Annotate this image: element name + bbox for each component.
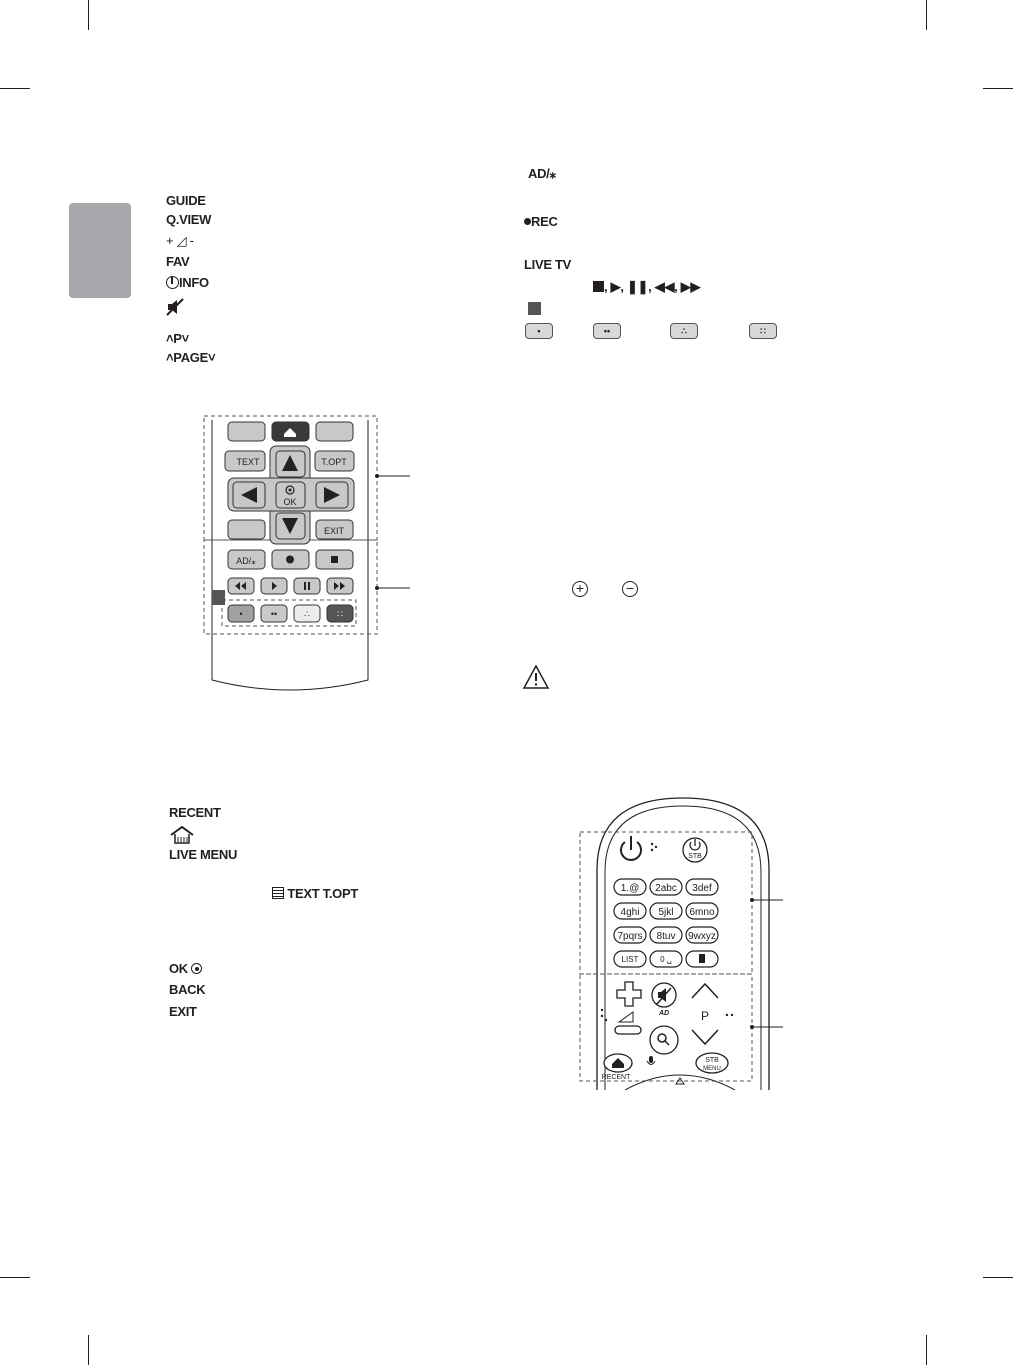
text-button-label: TEXT: [236, 457, 260, 467]
stb-menu-line2: MENU: [703, 1066, 721, 1072]
crop-mark: [0, 88, 30, 89]
crop-mark: [983, 1277, 1013, 1278]
chevron-down-icon: ˅: [207, 350, 216, 365]
mute-icon: [166, 298, 184, 316]
volume-minus-button[interactable]: [615, 1026, 641, 1034]
stb-label: STB: [688, 853, 702, 860]
stop-icon: [593, 281, 604, 292]
exit-button-label: EXIT: [323, 526, 345, 536]
p-label: P: [700, 1009, 710, 1023]
guide-icon: [699, 954, 705, 963]
rec-label: [524, 214, 558, 230]
stb-menu-line1: STB: [705, 1057, 719, 1064]
recent-label: RECENT: [601, 1074, 631, 1081]
blue-button-label: ∷: [337, 609, 343, 619]
stop-marker: [212, 590, 225, 605]
language-tab: [69, 203, 131, 298]
guide-label: GUIDE: [166, 193, 206, 208]
ok-button-label: OK: [283, 497, 297, 507]
live-tv-label: LIVE TV: [524, 257, 572, 272]
number-key-label: 3def: [692, 883, 712, 894]
page-label: [166, 350, 215, 366]
ok-text: OK: [169, 961, 188, 976]
crop-mark: [926, 0, 927, 30]
standard-remote: [200, 410, 430, 710]
number-key-label: 8tuv: [656, 931, 676, 942]
text-label: TEXT: [287, 886, 320, 901]
number-key-label: 1.@: [620, 883, 640, 894]
fav-label: FAV: [166, 254, 190, 269]
blue-button-icon: ∷: [749, 323, 777, 339]
pause-button[interactable]: [294, 578, 320, 594]
power-info-icon: [166, 276, 179, 289]
minus-circle-icon: −: [622, 581, 638, 597]
rec-text: REC: [531, 214, 558, 229]
blank-button[interactable]: [316, 422, 353, 441]
crop-mark: [88, 0, 89, 30]
number-key-label: 5jkl: [658, 907, 674, 918]
list-key-label: LIST: [621, 955, 639, 964]
red-button-icon: •: [525, 323, 553, 339]
p-text: P: [173, 331, 182, 346]
fast-forward-icon: ▶▶: [680, 279, 701, 294]
info-text: INFO: [179, 275, 209, 290]
chevron-down-icon: ˅: [181, 331, 189, 346]
play-icon: ▶: [610, 279, 621, 294]
yellow-button-label: ∴: [304, 609, 310, 619]
blank-button[interactable]: [228, 520, 265, 539]
ok-icon: [191, 963, 202, 974]
pause-icon: ❚❚: [626, 279, 649, 294]
record-icon: [286, 556, 294, 564]
volume-label: + ◿ -: [166, 233, 194, 248]
text-icon: [272, 887, 284, 899]
stop-square-icon: [528, 302, 541, 315]
ad-button-label: AD/⁎: [236, 556, 256, 566]
search-button[interactable]: [650, 1026, 678, 1054]
number-key-label: 2abc: [655, 883, 677, 894]
crop-mark: [926, 1335, 927, 1365]
record-icon: [524, 218, 531, 225]
recent-label: RECENT: [169, 805, 221, 820]
back-label: BACK: [169, 982, 206, 997]
number-key-label: 9wxyz: [688, 931, 716, 942]
live-menu-label: LIVE MENU: [169, 847, 238, 862]
red-button-label: •: [239, 609, 243, 619]
home-icon: [169, 826, 195, 844]
number-key-label: 6mno: [689, 907, 715, 918]
p-label: [166, 331, 189, 347]
number-key-label: 7pqrs: [617, 931, 643, 942]
playback-icons: , ▶, ❚❚, ◀◀, ▶▶: [593, 279, 700, 295]
ad-label: AD: [658, 1010, 670, 1017]
green-button-icon: ••: [593, 323, 621, 339]
topt-button-label: T.OPT: [321, 457, 347, 467]
yellow-button-icon: ∴: [670, 323, 698, 339]
exit-label: EXIT: [169, 1004, 197, 1019]
crop-mark: [88, 1335, 89, 1365]
warning-icon: [522, 664, 550, 690]
crop-mark: [0, 1277, 30, 1278]
qview-label: Q.VIEW: [166, 212, 212, 227]
chevron-up-icon: ˄: [166, 350, 174, 365]
zero-key-label: 0 ␣: [660, 955, 672, 964]
text-topt-label: [272, 886, 358, 902]
number-key-label: 4ghi: [620, 907, 640, 918]
plus-circle-icon: +: [572, 581, 588, 597]
rewind-icon: ◀◀: [654, 279, 675, 294]
magic-remote: [575, 790, 795, 1090]
topt-label: T.OPT: [322, 886, 358, 901]
page-text: PAGE: [173, 350, 208, 365]
crop-mark: [983, 88, 1013, 89]
pause-icon: [304, 582, 306, 590]
ok-label: [169, 961, 202, 977]
stop-icon: [331, 556, 338, 563]
ad-label: AD/⁎: [528, 166, 556, 181]
info-label: [166, 275, 209, 291]
green-button-label: ••: [270, 609, 278, 619]
blank-button[interactable]: [228, 422, 265, 441]
chevron-up-icon: ˄: [166, 331, 174, 346]
